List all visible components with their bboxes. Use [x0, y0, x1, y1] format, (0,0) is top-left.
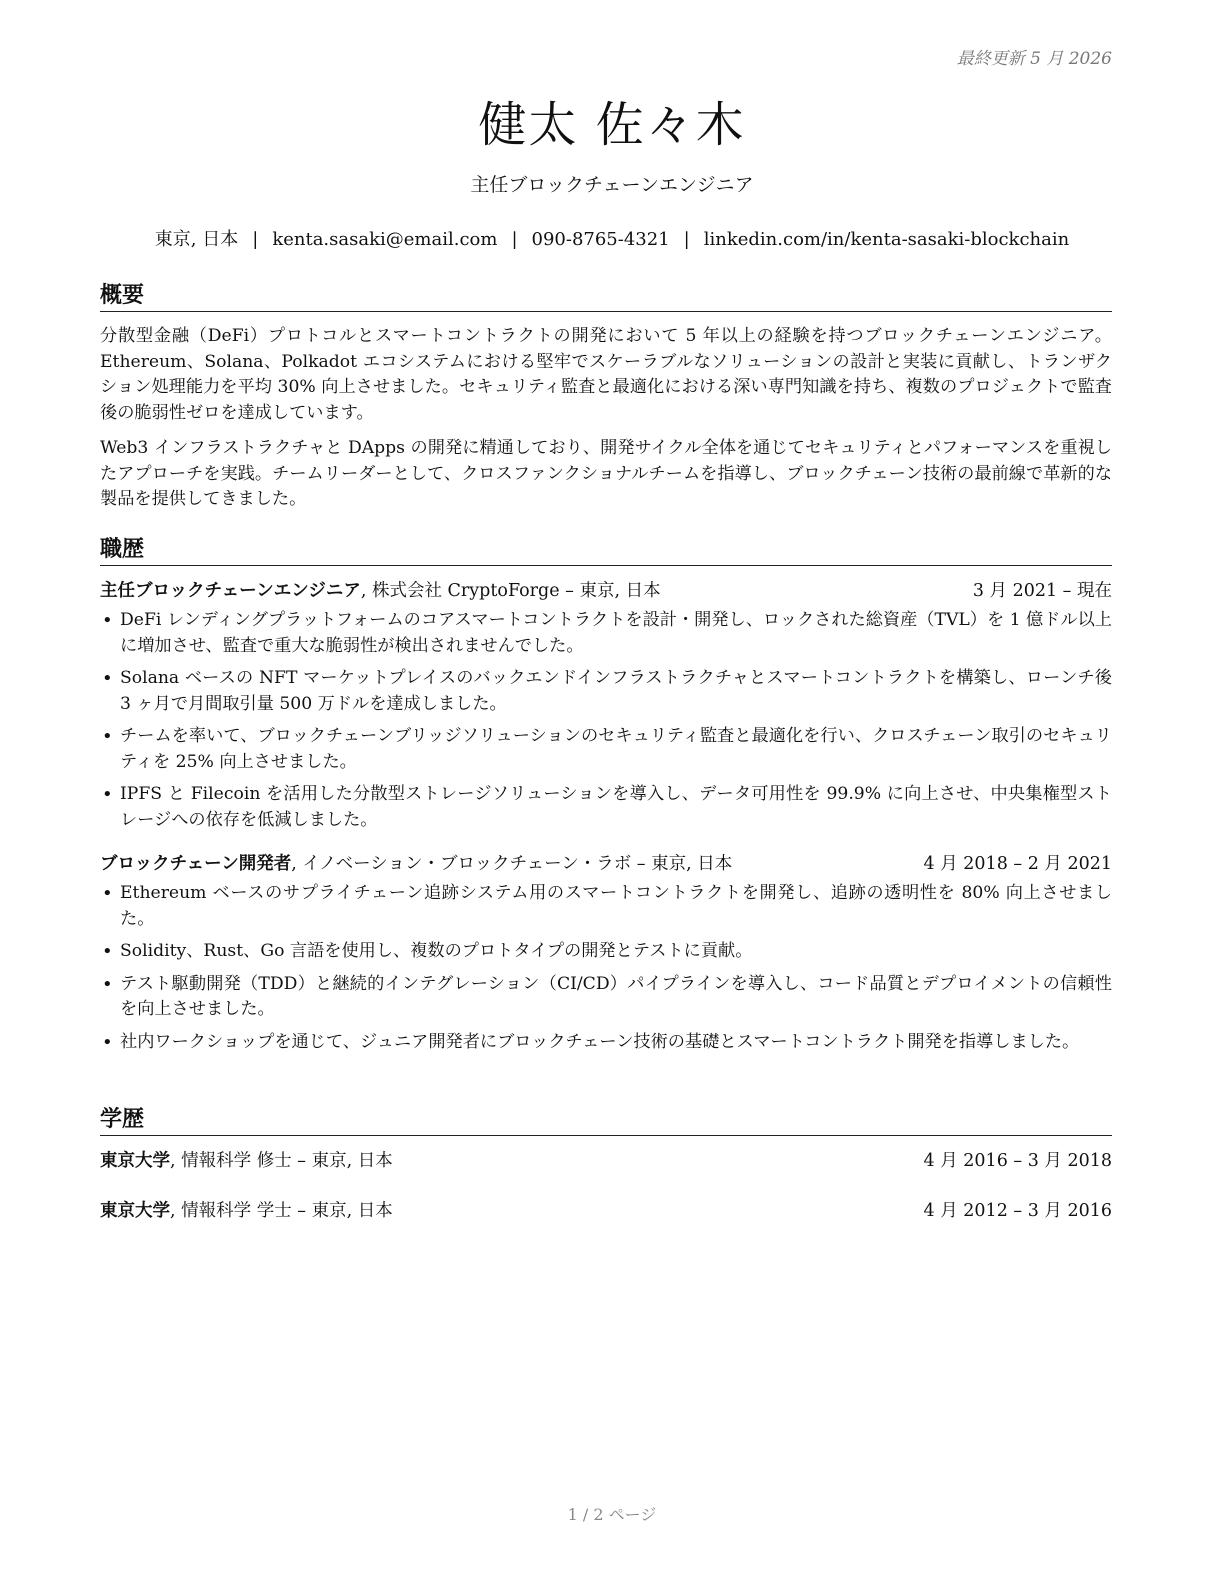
job-org: , イノベーション・ブロックチェーン・ラボ – 東京, 日本: [291, 854, 733, 874]
last-updated: 最終更新 5 月 2026: [956, 49, 1112, 69]
contact-linkedin[interactable]: linkedin.com/in/kenta-sasaki-blockchain: [703, 229, 1070, 250]
page-number: 1 / 2 ページ: [567, 1505, 657, 1524]
education-dates: 4 月 2016 – 3 月 2018: [923, 1151, 1112, 1171]
bullet-item: • 社内ワークショップを通じて、ジュニア開発者にブロックチェーン技術の基礎とスマートコントラクト開発を指導しました。: [100, 1030, 1112, 1056]
education-entry: [100, 1148, 1112, 1174]
bullet-item: • Solana ベースの NFT マーケットプレイスのバックエンドインフラストラクチャとスマートコントラクトを構築し、ローンチ後 3 ヶ月で月間取引量 500 万ドルを達成しました。: [100, 666, 1112, 717]
bullet-item: • DeFi レンディングプラットフォームのコアスマートコントラクトを設計・開発し、ロックされた総資産（TVL）を 1 億ドル以上に増加させ、監査で重大な脆弱性が検出されませんでした。: [100, 608, 1112, 659]
school-name: 東京大学: [100, 1151, 170, 1171]
experience-section: [100, 532, 1112, 1062]
job-org: , 株式会社 CryptoForge – 東京, 日本: [360, 581, 661, 601]
bullet-item: • Ethereum ベースのサプライチェーン追跡システム用のスマートコントラクトを開発し、追跡の透明性を 80% 向上させました。: [100, 881, 1112, 932]
summary-paragraph: 分散型金融（DeFi）プロトコルとスマートコントラクトの開発において 5 年以上の経験を持つブロックチェーンエンジニア。Ethereum、Solana、Polkadot エコシステムにおける堅牢でスケーラブルなソリューションの設計と実装に貢献し、トランザクション処理能力を平均 30% 向上させました。セキュリティ監査と最適化における深い専門知識を持ち、複数のプロジェクトで監査後の脆弱性ゼロを達成しています。: [100, 326, 1112, 423]
job-entry: [100, 578, 1112, 833]
job-header: [100, 851, 1112, 877]
job-dates: 4 月 2018 – 2 月 2021: [923, 854, 1112, 874]
job-role: 主任ブロックチェーンエンジニア: [100, 581, 361, 601]
contact-email[interactable]: kenta.sasaki@email.com: [272, 229, 498, 250]
job-entry: [100, 851, 1112, 1055]
summary-section: [100, 278, 1112, 523]
section-title-education: 学歴: [100, 1102, 1112, 1136]
contact-line: [0, 225, 1224, 251]
job-header: [100, 578, 1112, 604]
degree-detail: , 情報科学 修士 – 東京, 日本: [170, 1151, 393, 1171]
job-bullets: [100, 608, 1112, 833]
job-bullets: [100, 881, 1112, 1055]
education-entry: [100, 1198, 1112, 1224]
summary-paragraph: Web3 インフラストラクチャと DApps の開発に精通しており、開発サイクル全体を通じてセキュリティとパフォーマンスを重視したアプローチを実践。チームリーダーとして、クロスファンクショナルチームを指導し、ブロックチェーン技術の最前線で革新的な製品を提供してきました。: [100, 438, 1112, 509]
education-dates: 4 月 2012 – 3 月 2016: [923, 1201, 1112, 1221]
job-dates: 3 月 2021 – 現在: [972, 581, 1112, 601]
bullet-item: • チームを率いて、ブロックチェーンブリッジソリューションのセキュリティ監査と最適化を行い、クロスチェーン取引のセキュリティを 25% 向上させました。: [100, 724, 1112, 775]
candidate-name: 健太 佐々木: [478, 97, 746, 153]
section-title-experience: 職歴: [100, 532, 1112, 566]
separator: |: [252, 229, 259, 250]
bullet-item: • テスト駆動開発（TDD）と継続的インテグレーション（CI/CD）パイプラインを導入し、コード品質とデプロイメントの信頼性を向上させました。: [100, 972, 1112, 1023]
school-name: 東京大学: [100, 1201, 170, 1221]
degree-detail: , 情報科学 学士 – 東京, 日本: [170, 1201, 393, 1221]
section-title-summary: 概要: [100, 278, 1112, 312]
bullet-item: • Solidity、Rust、Go 言語を使用し、複数のプロトタイプの開発とテストに貢献。: [100, 939, 1112, 965]
job-role: ブロックチェーン開発者: [100, 854, 292, 874]
job-headline: 主任ブロックチェーンエンジニア: [470, 174, 754, 196]
separator: |: [511, 229, 518, 250]
separator: |: [683, 229, 690, 250]
contact-phone: 090-8765-4321: [531, 229, 670, 250]
education-section: [100, 1102, 1112, 1224]
bullet-item: • IPFS と Filecoin を活用した分散型ストレージソリューションを導入し、データ可用性を 99.9% に向上させ、中央集権型ストレージへの依存を低減しました。: [100, 782, 1112, 833]
contact-location: 東京, 日本: [154, 229, 239, 250]
